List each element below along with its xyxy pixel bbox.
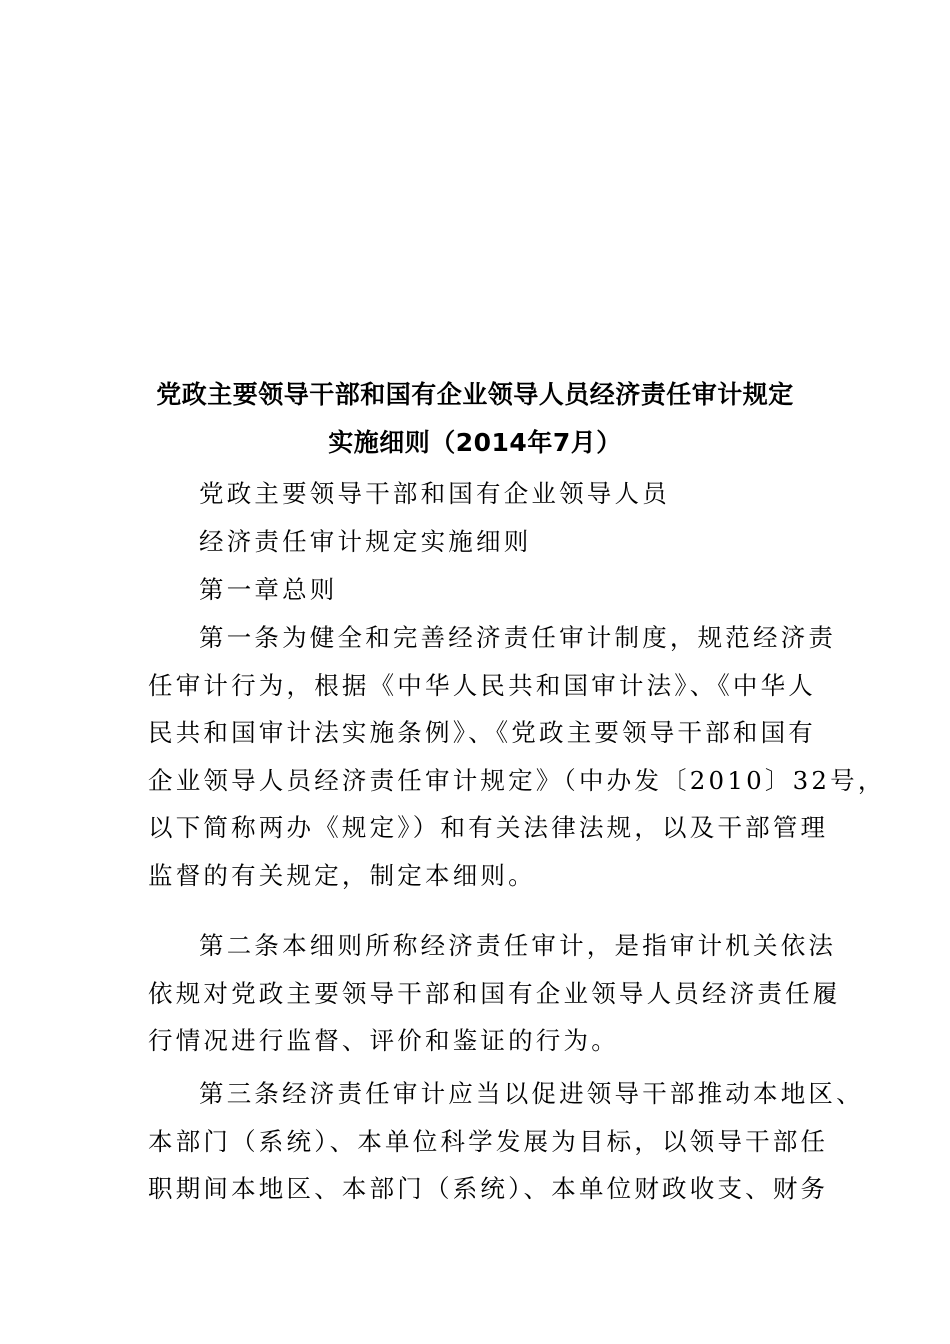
article-2-line: 依规对党政主要领导干部和国有企业领导人员经济责任履 <box>148 978 841 1008</box>
article-3-line: 职期间本地区、本部门（系统）、本单位财政收支、财务 <box>148 1174 829 1203</box>
article-2-line: 行情况进行监督、评价和鉴证的行为。 <box>148 1026 619 1055</box>
heading-line-1: 党政主要领导干部和国有企业领导人员 <box>199 479 670 508</box>
article-3-line: 第三条经济责任审计应当以促进领导干部推动本地区、 <box>199 1079 864 1108</box>
article-1-line: 监督的有关规定，制定本细则。 <box>148 860 536 890</box>
article-1-line: 以下简称两办《规定》）和有关法律法规，以及干部管理 <box>148 813 829 842</box>
article-3-line: 本部门（系统）、本单位科学发展为目标，以领导干部任 <box>148 1126 829 1156</box>
heading-line-2: 经济责任审计规定实施细则 <box>199 527 532 556</box>
document-title-line-1: 党政主要领导干部和国有企业领导人员经济责任审计规定 <box>156 380 794 409</box>
article-1-line: 第一条为健全和完善经济责任审计制度，规范经济责 <box>199 623 837 652</box>
article-1-paragraph <box>148 614 886 899</box>
article-3-paragraph <box>148 1070 864 1213</box>
document-title-line-2: 实施细则（2014年7月） <box>328 428 622 457</box>
article-1-line: 民共和国审计法实施条例》、《党政主要领导干部和国有 <box>148 718 816 747</box>
chapter-1-heading: 第一章总则 <box>199 575 338 604</box>
article-1-line: 任审计行为，根据《中华人民共和国审计法》、《中华人 <box>148 670 816 700</box>
article-2-paragraph <box>148 922 841 1065</box>
article-1-line: 企业领导人员经济责任审计规定》（中办发〔2010〕32号， <box>148 765 886 795</box>
article-2-line: 第二条本细则所称经济责任审计，是指审计机关依法 <box>199 931 837 960</box>
